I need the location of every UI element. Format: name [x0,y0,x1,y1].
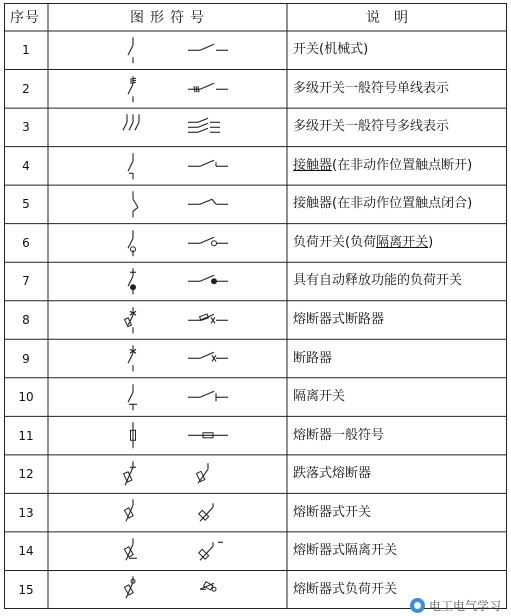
row-index: 1 [22,43,30,58]
table-row [4,378,507,417]
row-description: 开关(机械式) [293,42,369,58]
circuit-symbol-icon [48,70,287,109]
row-index: 3 [22,120,30,135]
circuit-symbol-icon [48,339,287,378]
row-index: 15 [18,582,34,597]
row-description: 多级开关一般符号多线表示 [293,119,450,135]
row-index: 10 [18,390,34,405]
circuit-symbol-icon [48,532,287,571]
table-row [4,185,507,224]
description-part: (在非动作位置触点断开) [332,157,473,173]
table-row [4,108,507,147]
watermark [410,597,501,614]
circuit-symbol-icon [48,301,287,340]
table-row [4,70,507,109]
row-index: 6 [22,235,30,250]
row-index: 9 [22,351,30,366]
row-description: 跌落式熔断器 [293,466,372,482]
circuit-symbol-icon [48,455,287,494]
row-description [293,158,472,174]
circuit-symbol-icon [48,378,287,417]
circuit-symbol-icon [48,31,287,70]
table-row [4,31,507,70]
table-row [4,147,507,186]
row-index: 7 [22,274,30,289]
circuit-symbol-icon [48,262,287,301]
header-index: 序号 [10,10,40,26]
circuit-symbol-icon [48,416,287,455]
row-index: 8 [22,312,30,327]
wechat-logo-icon [410,598,425,613]
table-row [4,416,507,455]
row-description: 熔断器式隔离开关 [293,543,398,559]
row-index: 5 [22,197,30,212]
watermark-text: 电工电气学习 [428,599,501,613]
table-row [4,339,507,378]
table-row [4,493,507,532]
circuit-symbol-icon [48,570,287,609]
row-description: 多级开关一般符号单线表示 [293,80,450,96]
description-part: ) [428,234,434,250]
description-part: 接触器 [293,157,333,173]
row-description: 断路器 [293,350,333,366]
row-description: 熔断器式开关 [293,504,372,520]
row-description: 熔断器式断路器 [293,311,385,327]
circuit-symbol-icon [48,185,287,224]
header-description: 说明 [366,10,422,26]
row-description: 熔断器一般符号 [293,427,385,443]
circuit-symbol-icon [48,147,287,186]
row-index: 13 [18,505,34,520]
table-row [4,455,507,494]
table-row [4,224,507,263]
row-index: 14 [18,544,34,559]
header-symbol: 图形符号 [130,10,210,26]
symbol-table [4,3,507,609]
row-description: 具有自动释放功能的负荷开关 [293,273,463,289]
row-description: 熔断器式负荷开关 [293,581,398,597]
table-row [4,262,507,301]
row-description [293,235,433,251]
row-description: 接触器(在非动作位置触点闭合) [293,196,473,212]
circuit-symbol-icon [48,493,287,532]
description-part: 隔离开关 [376,234,429,250]
row-index: 2 [22,81,30,96]
row-index: 12 [18,467,34,482]
row-index: 4 [22,158,30,173]
row-description: 隔离开关 [293,389,346,405]
circuit-symbol-icon [48,224,287,263]
circuit-symbol-icon [48,108,287,147]
description-part: 负荷开关(负荷 [293,234,377,250]
row-index: 11 [18,428,34,443]
table-row [4,532,507,571]
table-row [4,301,507,340]
